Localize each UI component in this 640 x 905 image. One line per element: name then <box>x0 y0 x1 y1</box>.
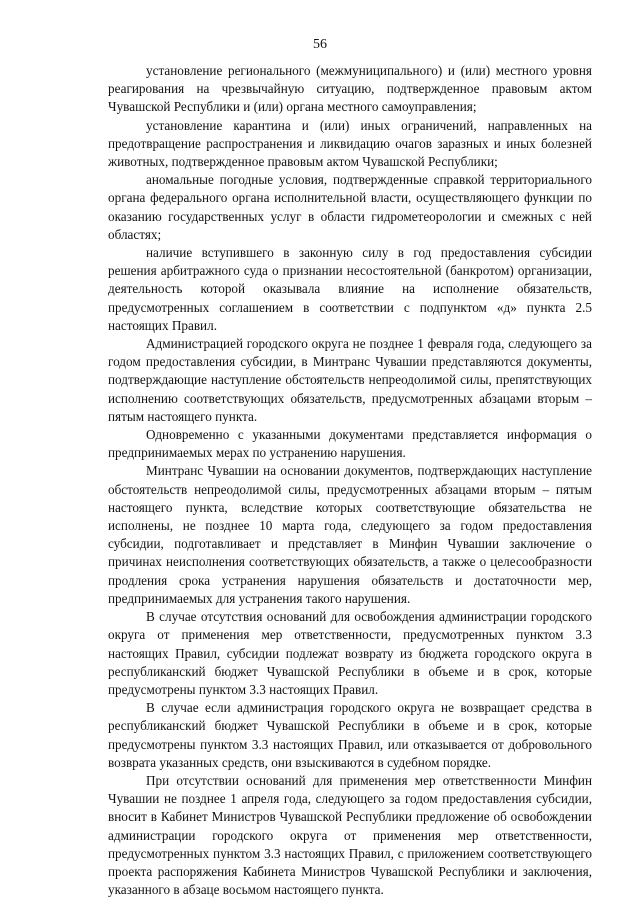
page-number: 56 <box>313 37 327 52</box>
paragraph-9: В случае если администрация городского округа не возвращает средства в республиканский бюджет Чувашской Республики в объеме и в срок, которые предусмотрены пунктом 3.3 настоящих Правил, или отказывается от добровольного возврата указанных средств, они взыскиваются в судебном порядке. <box>108 700 592 770</box>
paragraph-5: Администрацией городского округа не позднее 1 февраля года, следующего за годом предоставления субсидии, в Минтранс Чувашии представляются документы, подтверждающие наступление обстоятельств непреодолимой силы, препятствующих исполнению соответствующих обязательств, предусмотренных абзацами вторым – пятым настоящего пункта. <box>108 336 592 424</box>
paragraph-1: установление регионального (межмуниципального) и (или) местного уровня реагирования на чрезвычайную ситуацию, подтвержденное правовым актом Чувашской Республики и (или) органа местного самоуправления; <box>108 63 592 115</box>
paragraph-8: В случае отсутствия оснований для освобождения администрации городского округа от применения мер ответственности, предусмотренных пунктом 3.3 настоящих Правил, субсидии подлежат возврату из бюджета городского округа в республиканский бюджет Чувашской Республики в объеме и в срок, которые предусмотрены пунктом 3.3 настоящих Правил. <box>108 609 592 697</box>
paragraph-7: Минтранс Чувашии на основании документов, подтверждающих наступление обстоятельств непреодолимой силы, предусмотренных абзацами вторым – пятым настоящего пункта, вследствие которых соответствующие обязательства не исполнены, не позднее 10 марта года, следующего за годом предоставления субсидии, подготавливает и представляет в Минфин Чувашии заключение о причинах неисполнения соответствующих обязательств, а также о целесообразности продления срока устранения нарушения обязательств и достаточности мер, предпринимаемых для устранения такого нарушения. <box>108 463 592 606</box>
paragraph-2: установление карантина и (или) иных ограничений, направленных на предотвращение распространения и ликвидацию очагов заразных и иных болезней животных, подтвержденное правовым актом Чувашской Республики; <box>108 117 592 170</box>
paragraph-3: аномальные погодные условия, подтвержденные справкой территориального органа федерального органа исполнительной власти, осуществляющего функции по оказанию государственных услуг в области гидрометеорологии и смежных с ней областях; <box>108 172 592 242</box>
paragraph-10: При отсутствии оснований для применения мер ответственности Минфин Чувашии не позднее 1 апреля года, следующего за годом предоставления субсидии, вносит в Кабинет Министров Чувашской Республики предложение об освобождении администрации городского округа от применения мер ответственности, предусмотренных пунктом 3.3 настоящих Правил, с приложением соответствующего проекта распоряжения Кабинета Министров Чувашской Республики и заключения, указанного в абзаце восьмом настоящего пункта. <box>108 772 592 898</box>
document-body <box>108 62 592 899</box>
paragraph-6: Одновременно с указанными документами представляется информация о предпринимаемых мерах по устранению нарушения. <box>108 427 592 461</box>
paragraph-4: наличие вступившего в законную силу в год предоставления субсидии решения арбитражного суда о признании несостоятельной (банкротом) организации, деятельность которой оказывала влияние на исполнение обязательств, предусмотренных соглашением в соответствии с подпунктом «д» пункта 2.5 настоящих Правил. <box>108 245 592 333</box>
